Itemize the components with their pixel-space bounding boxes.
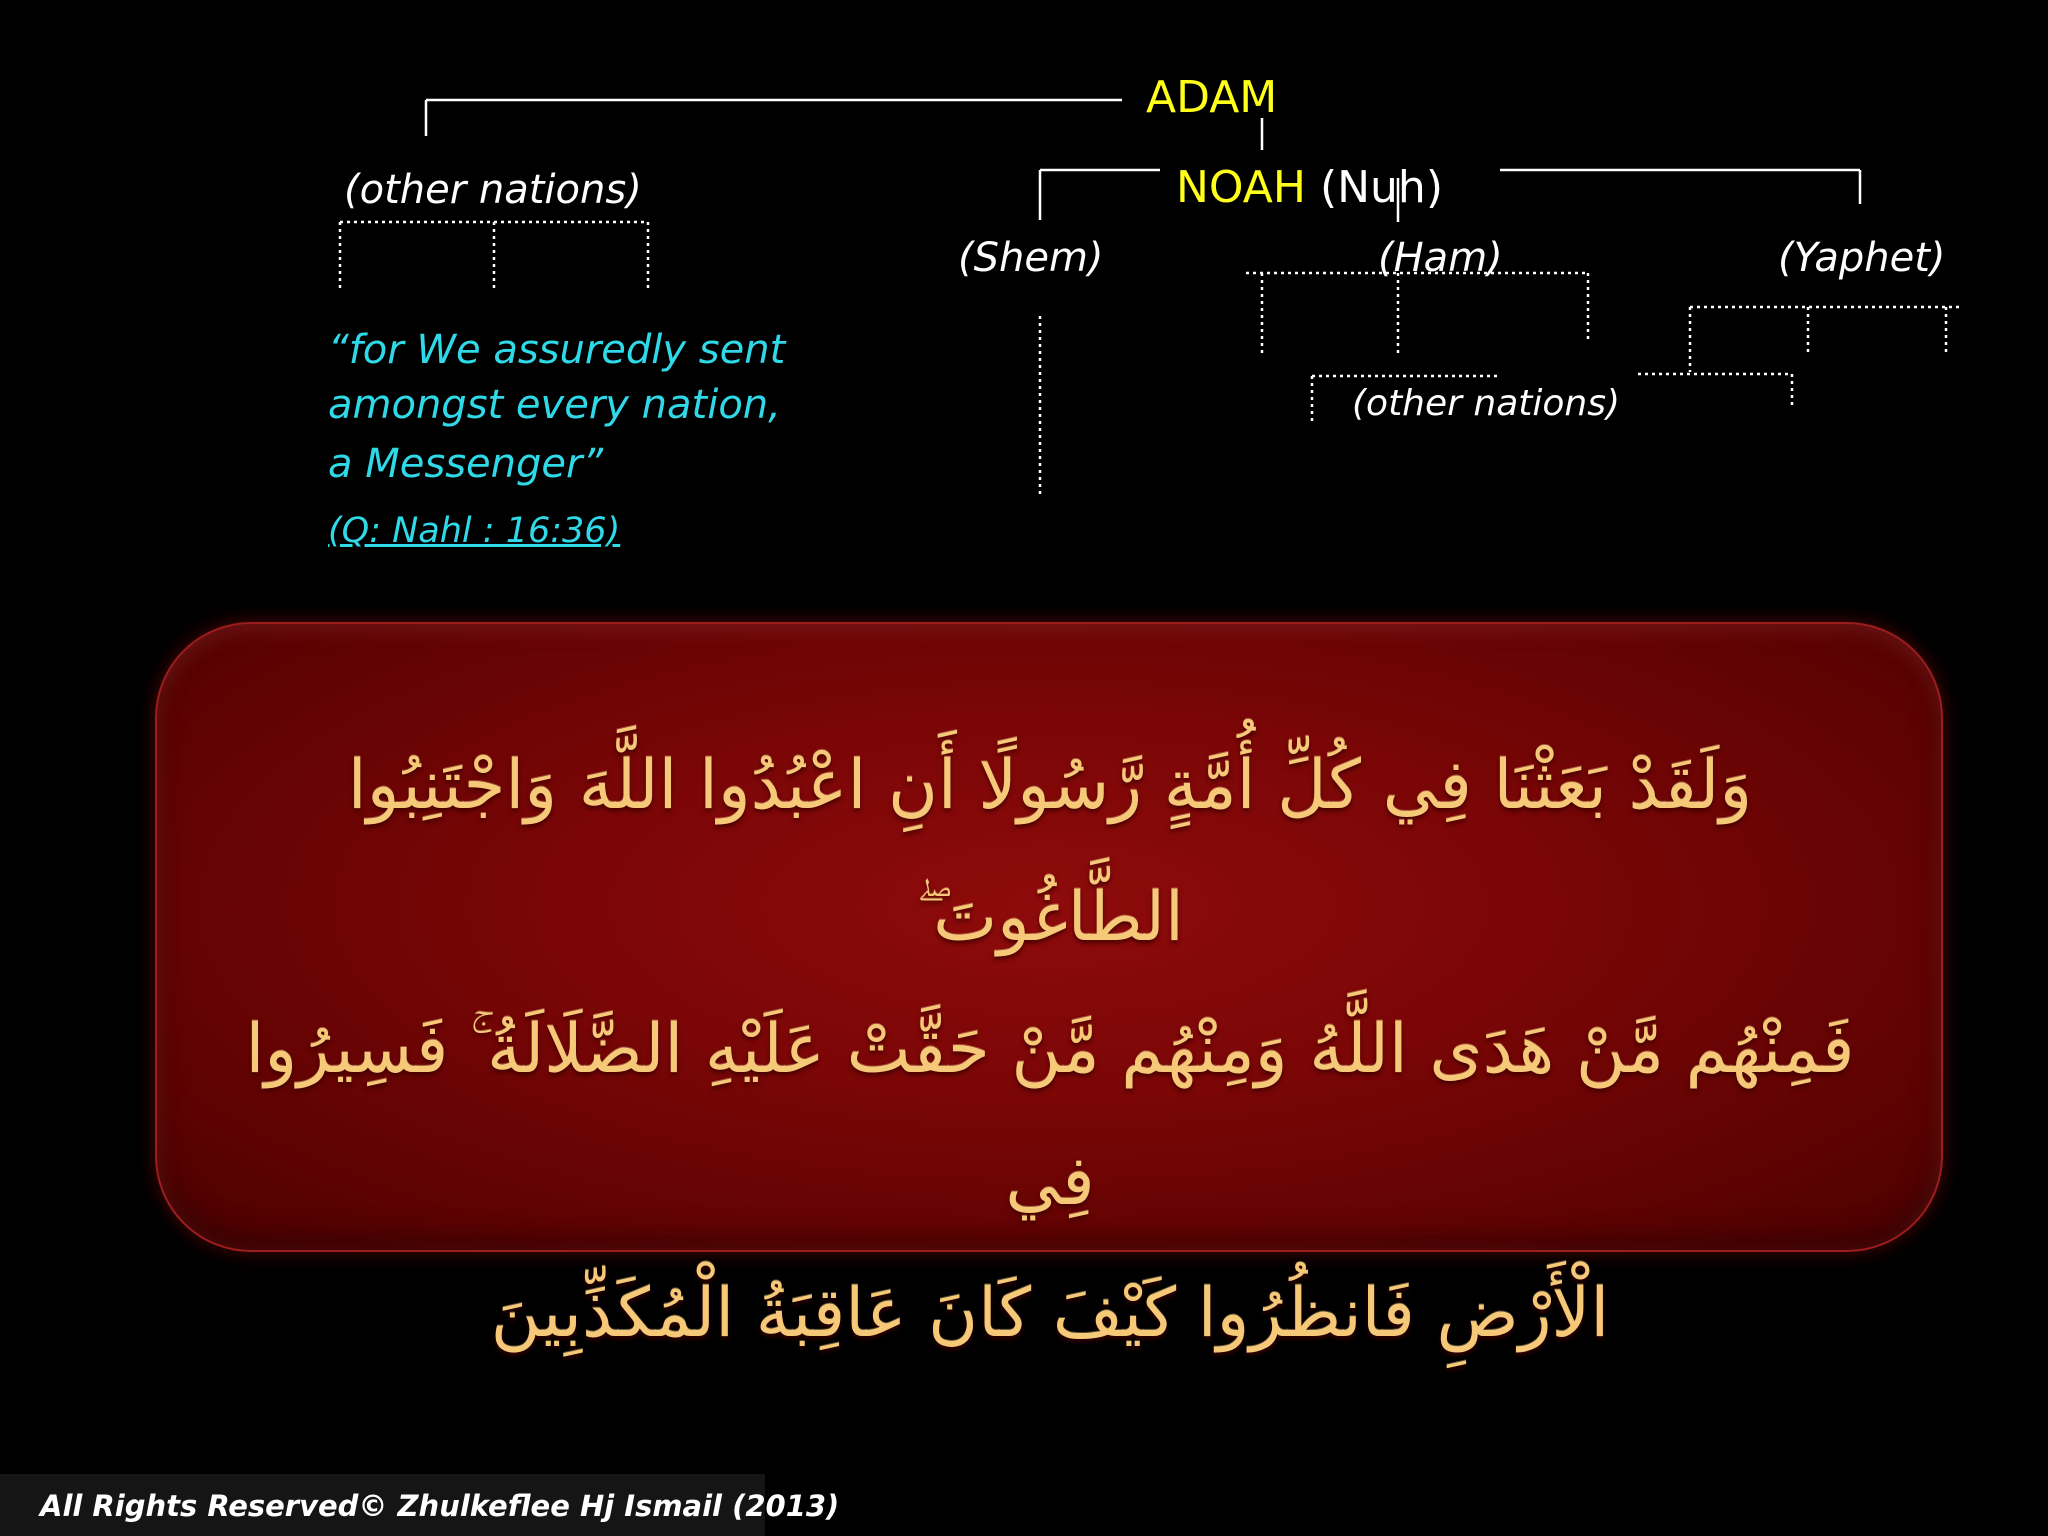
arabic-verse: [230, 720, 1870, 1380]
quote-line-1: “for We assuredly sent: [328, 327, 786, 373]
verse-line-3: الْأَرْضِ فَانظُرُوا كَيْفَ كَانَ عَاقِبَةُ الْمُكَذِّبِينَ: [490, 1274, 1610, 1353]
verse-line-2: فَمِنْهُم مَّنْ هَدَى اللَّهُ وَمِنْهُم مَّنْ حَقَّتْ عَلَيْهِ الضَّلَالَةُ ۚ فَسِيرُوا فِي: [245, 1010, 1855, 1221]
yaphet-label: (Yaphet): [1778, 235, 1946, 281]
adam-label: ADAM: [1146, 72, 1278, 123]
copyright-text: All Rights Reserved© Zhulkeflee Hj Ismail (2013): [40, 1489, 840, 1523]
left-other-nations-label: (other nations): [344, 167, 642, 213]
ham-other-nations-label: (other nations): [1352, 383, 1621, 424]
verse-line-1: وَلَقَدْ بَعَثْنَا فِي كُلِّ أُمَّةٍ رَّسُولًا أَنِ اعْبُدُوا اللَّهَ وَاجْتَنِبُوا الطَّاغُوتَ ۖ: [347, 746, 1753, 957]
noah-node: [1176, 162, 1443, 213]
ham-label: (Ham): [1378, 235, 1503, 281]
quote-line-2: amongst every nation,: [328, 382, 781, 428]
quran-reference-link[interactable]: (Q: Nahl : 16:36): [328, 511, 621, 551]
family-tree-connectors: [0, 0, 2048, 620]
shem-label: (Shem): [958, 235, 1104, 281]
quote-line-3: a Messenger”: [328, 441, 604, 487]
noah-label: NOAH: [1176, 162, 1306, 213]
noah-alt-label: (Nuh): [1319, 162, 1443, 213]
